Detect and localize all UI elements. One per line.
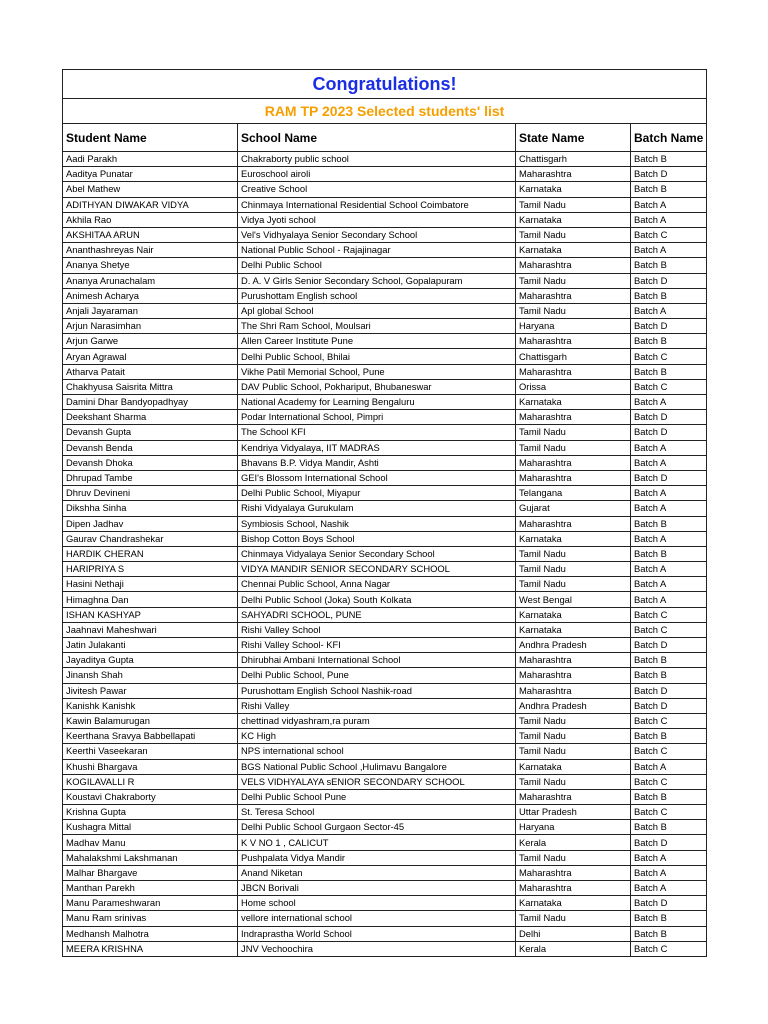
- state-name-cell: Tamil Nadu: [516, 197, 631, 212]
- state-name-cell: Haryana: [516, 319, 631, 334]
- batch-name-cell: Batch B: [631, 668, 707, 683]
- batch-name-cell: Batch A: [631, 850, 707, 865]
- state-name-cell: Orissa: [516, 379, 631, 394]
- batch-name-cell: Batch A: [631, 562, 707, 577]
- state-name-cell: Gujarat: [516, 501, 631, 516]
- student-name-cell: Mahalakshmi Lakshmanan: [63, 850, 238, 865]
- school-name-cell: Pushpalata Vidya Mandir: [238, 850, 516, 865]
- student-name-cell: ADITHYAN DIWAKAR VIDYA: [63, 197, 238, 212]
- school-name-cell: Allen Career Institute Pune: [238, 334, 516, 349]
- table-row: [63, 531, 707, 546]
- school-name-cell: Delhi Public School, Bhilai: [238, 349, 516, 364]
- school-name-cell: Chinmaya International Residential School Coimbatore: [238, 197, 516, 212]
- school-name-cell: Purushottam English School Nashik-road: [238, 683, 516, 698]
- student-name-cell: Ananthashreyas Nair: [63, 243, 238, 258]
- school-name-cell: vellore international school: [238, 911, 516, 926]
- table-row: [63, 653, 707, 668]
- student-name-cell: KOGILAVALLI R: [63, 774, 238, 789]
- state-name-cell: Tamil Nadu: [516, 425, 631, 440]
- student-name-cell: ISHAN KASHYAP: [63, 607, 238, 622]
- student-name-cell: AKSHITAA ARUN: [63, 227, 238, 242]
- school-name-cell: Euroschool airoli: [238, 167, 516, 182]
- school-name-cell: JBCN Borivali: [238, 881, 516, 896]
- student-name-cell: Arjun Garwe: [63, 334, 238, 349]
- table-row: [63, 896, 707, 911]
- table-row: [63, 364, 707, 379]
- student-name-cell: Krishna Gupta: [63, 805, 238, 820]
- school-name-cell: Dhirubhai Ambani International School: [238, 653, 516, 668]
- batch-name-cell: Batch A: [631, 440, 707, 455]
- school-name-cell: BGS National Public School ,Hulimavu Bangalore: [238, 759, 516, 774]
- table-row: [63, 440, 707, 455]
- school-name-cell: Home school: [238, 896, 516, 911]
- batch-name-cell: Batch A: [631, 243, 707, 258]
- table-row: [63, 881, 707, 896]
- state-name-cell: Tamil Nadu: [516, 227, 631, 242]
- school-name-cell: Symbiosis School, Nashik: [238, 516, 516, 531]
- batch-name-cell: Batch B: [631, 820, 707, 835]
- state-name-cell: Kerala: [516, 941, 631, 956]
- table-row: [63, 850, 707, 865]
- batch-name-cell: Batch B: [631, 911, 707, 926]
- state-name-cell: Telangana: [516, 486, 631, 501]
- state-name-cell: Uttar Pradesh: [516, 805, 631, 820]
- student-name-cell: HARIPRIYA S: [63, 562, 238, 577]
- state-name-cell: Maharashtra: [516, 516, 631, 531]
- state-name-cell: Karnataka: [516, 395, 631, 410]
- school-name-cell: Chakraborty public school: [238, 152, 516, 167]
- school-name-cell: Indraprastha World School: [238, 926, 516, 941]
- state-name-cell: Tamil Nadu: [516, 303, 631, 318]
- student-name-cell: Medhansh Malhotra: [63, 926, 238, 941]
- table-row: [63, 698, 707, 713]
- state-name-cell: Maharashtra: [516, 683, 631, 698]
- state-name-cell: Tamil Nadu: [516, 440, 631, 455]
- table-row: [63, 774, 707, 789]
- table-row: [63, 486, 707, 501]
- student-name-cell: Anjali Jayaraman: [63, 303, 238, 318]
- student-name-cell: Manu Ram srinivas: [63, 911, 238, 926]
- batch-name-cell: Batch B: [631, 546, 707, 561]
- student-name-cell: Aryan Agrawal: [63, 349, 238, 364]
- page-subtitle: RAM TP 2023 Selected students' list: [63, 99, 707, 124]
- state-name-cell: Maharashtra: [516, 668, 631, 683]
- batch-name-cell: Batch C: [631, 774, 707, 789]
- student-name-cell: Jatin Julakanti: [63, 638, 238, 653]
- state-name-cell: West Bengal: [516, 592, 631, 607]
- student-name-cell: Abel Mathew: [63, 182, 238, 197]
- school-name-cell: SAHYADRI SCHOOL, PUNE: [238, 607, 516, 622]
- student-name-cell: MEERA KRISHNA: [63, 941, 238, 956]
- table-row: [63, 835, 707, 850]
- table-row: [63, 592, 707, 607]
- school-name-cell: DAV Public School, Pokhariput, Bhubaneswar: [238, 379, 516, 394]
- column-header-student-name: Student Name: [63, 124, 238, 152]
- school-name-cell: K V NO 1 , CALICUT: [238, 835, 516, 850]
- batch-name-cell: Batch A: [631, 395, 707, 410]
- student-name-cell: Damini Dhar Bandyopadhyay: [63, 395, 238, 410]
- state-name-cell: Tamil Nadu: [516, 546, 631, 561]
- table-row: [63, 607, 707, 622]
- school-name-cell: Vikhe Patil Memorial School, Pune: [238, 364, 516, 379]
- school-name-cell: JNV Vechoochira: [238, 941, 516, 956]
- school-name-cell: Delhi Public School, Miyapur: [238, 486, 516, 501]
- batch-name-cell: Batch A: [631, 592, 707, 607]
- table-row: [63, 167, 707, 182]
- state-name-cell: Karnataka: [516, 759, 631, 774]
- state-name-cell: Tamil Nadu: [516, 774, 631, 789]
- table-row: [63, 303, 707, 318]
- batch-name-cell: Batch C: [631, 805, 707, 820]
- table-row: [63, 820, 707, 835]
- student-name-cell: Aaditya Punatar: [63, 167, 238, 182]
- batch-name-cell: Batch C: [631, 227, 707, 242]
- batch-name-cell: Batch C: [631, 713, 707, 728]
- table-row: [63, 182, 707, 197]
- school-name-cell: National Academy for Learning Bengaluru: [238, 395, 516, 410]
- student-name-cell: Atharva Patait: [63, 364, 238, 379]
- table-row: [63, 425, 707, 440]
- batch-name-cell: Batch A: [631, 865, 707, 880]
- table-row: [63, 683, 707, 698]
- state-name-cell: Maharashtra: [516, 881, 631, 896]
- page-title: Congratulations!: [63, 70, 707, 99]
- header-row: [63, 124, 707, 152]
- table-row: [63, 152, 707, 167]
- table-row: [63, 379, 707, 394]
- student-name-cell: Dhruv Devineni: [63, 486, 238, 501]
- batch-name-cell: Batch D: [631, 638, 707, 653]
- school-name-cell: The School KFI: [238, 425, 516, 440]
- table-row: [63, 638, 707, 653]
- table-row: [63, 395, 707, 410]
- table-row: [63, 577, 707, 592]
- student-name-cell: Keerthana Sravya Babbellapati: [63, 729, 238, 744]
- batch-name-cell: Batch A: [631, 501, 707, 516]
- state-name-cell: Haryana: [516, 820, 631, 835]
- table-row: [63, 789, 707, 804]
- table-row: [63, 668, 707, 683]
- batch-name-cell: Batch C: [631, 622, 707, 637]
- table-row: [63, 455, 707, 470]
- title-row: [63, 70, 707, 99]
- state-name-cell: Maharashtra: [516, 364, 631, 379]
- student-name-cell: Malhar Bhargave: [63, 865, 238, 880]
- batch-name-cell: Batch C: [631, 941, 707, 956]
- batch-name-cell: Batch A: [631, 212, 707, 227]
- batch-name-cell: Batch B: [631, 152, 707, 167]
- student-name-cell: Arjun Narasimhan: [63, 319, 238, 334]
- school-name-cell: Chinmaya Vidyalaya Senior Secondary School: [238, 546, 516, 561]
- table-row: [63, 941, 707, 956]
- student-name-cell: Devansh Benda: [63, 440, 238, 455]
- batch-name-cell: Batch A: [631, 486, 707, 501]
- state-name-cell: Maharashtra: [516, 410, 631, 425]
- school-name-cell: KC High: [238, 729, 516, 744]
- school-name-cell: Anand Niketan: [238, 865, 516, 880]
- state-name-cell: Maharashtra: [516, 167, 631, 182]
- school-name-cell: Bishop Cotton Boys School: [238, 531, 516, 546]
- student-name-cell: Kawin Balamurugan: [63, 713, 238, 728]
- table-body: [63, 152, 707, 957]
- batch-name-cell: Batch B: [631, 653, 707, 668]
- batch-name-cell: Batch C: [631, 607, 707, 622]
- table-row: [63, 212, 707, 227]
- batch-name-cell: Batch D: [631, 683, 707, 698]
- batch-name-cell: Batch A: [631, 197, 707, 212]
- table-row: [63, 243, 707, 258]
- school-name-cell: Bhavans B.P. Vidya Mandir, Ashti: [238, 455, 516, 470]
- state-name-cell: Tamil Nadu: [516, 577, 631, 592]
- students-table: [62, 69, 707, 957]
- batch-name-cell: Batch B: [631, 729, 707, 744]
- student-name-cell: Ananya Shetye: [63, 258, 238, 273]
- batch-name-cell: Batch D: [631, 410, 707, 425]
- batch-name-cell: Batch D: [631, 167, 707, 182]
- state-name-cell: Chattisgarh: [516, 152, 631, 167]
- school-name-cell: St. Teresa School: [238, 805, 516, 820]
- school-name-cell: VIDYA MANDIR SENIOR SECONDARY SCHOOL: [238, 562, 516, 577]
- school-name-cell: Apl global School: [238, 303, 516, 318]
- student-name-cell: Jivitesh Pawar: [63, 683, 238, 698]
- batch-name-cell: Batch D: [631, 698, 707, 713]
- school-name-cell: Delhi Public School, Pune: [238, 668, 516, 683]
- school-name-cell: Purushottam English school: [238, 288, 516, 303]
- school-name-cell: Delhi Public School: [238, 258, 516, 273]
- state-name-cell: Tamil Nadu: [516, 273, 631, 288]
- student-name-cell: Animesh Acharya: [63, 288, 238, 303]
- batch-name-cell: Batch D: [631, 425, 707, 440]
- column-header-school-name: School Name: [238, 124, 516, 152]
- student-name-cell: Devansh Gupta: [63, 425, 238, 440]
- student-name-cell: Manu Parameshwaran: [63, 896, 238, 911]
- batch-name-cell: Batch B: [631, 182, 707, 197]
- table-row: [63, 744, 707, 759]
- student-name-cell: HARDIK CHERAN: [63, 546, 238, 561]
- batch-name-cell: Batch D: [631, 470, 707, 485]
- state-name-cell: Karnataka: [516, 182, 631, 197]
- state-name-cell: Karnataka: [516, 607, 631, 622]
- school-name-cell: Rishi Valley School: [238, 622, 516, 637]
- batch-name-cell: Batch D: [631, 273, 707, 288]
- school-name-cell: GEI's Blossom International School: [238, 470, 516, 485]
- state-name-cell: Tamil Nadu: [516, 850, 631, 865]
- state-name-cell: Karnataka: [516, 622, 631, 637]
- state-name-cell: Karnataka: [516, 896, 631, 911]
- table-row: [63, 926, 707, 941]
- state-name-cell: Karnataka: [516, 531, 631, 546]
- table-row: [63, 546, 707, 561]
- table-row: [63, 334, 707, 349]
- state-name-cell: Kerala: [516, 835, 631, 850]
- student-name-cell: Keerthi Vaseekaran: [63, 744, 238, 759]
- batch-name-cell: Batch B: [631, 516, 707, 531]
- student-name-cell: Chakhyusa Saisrita Mittra: [63, 379, 238, 394]
- batch-name-cell: Batch A: [631, 759, 707, 774]
- school-name-cell: Vidya Jyoti school: [238, 212, 516, 227]
- table-row: [63, 470, 707, 485]
- state-name-cell: Karnataka: [516, 212, 631, 227]
- student-name-cell: Deekshant Sharma: [63, 410, 238, 425]
- school-name-cell: Chennai Public School, Anna Nagar: [238, 577, 516, 592]
- state-name-cell: Karnataka: [516, 243, 631, 258]
- batch-name-cell: Batch C: [631, 744, 707, 759]
- student-name-cell: Hasini Nethaji: [63, 577, 238, 592]
- student-name-cell: Aadi Parakh: [63, 152, 238, 167]
- batch-name-cell: Batch D: [631, 896, 707, 911]
- table-row: [63, 729, 707, 744]
- table-row: [63, 319, 707, 334]
- student-name-cell: Manthan Parekh: [63, 881, 238, 896]
- table-row: [63, 713, 707, 728]
- batch-name-cell: Batch B: [631, 258, 707, 273]
- batch-name-cell: Batch A: [631, 531, 707, 546]
- student-name-cell: Dipen Jadhav: [63, 516, 238, 531]
- state-name-cell: Andhra Pradesh: [516, 638, 631, 653]
- state-name-cell: Maharashtra: [516, 789, 631, 804]
- student-name-cell: Khushi Bhargava: [63, 759, 238, 774]
- table-row: [63, 622, 707, 637]
- school-name-cell: Delhi Public School (Joka) South Kolkata: [238, 592, 516, 607]
- student-name-cell: Dhrupad Tambe: [63, 470, 238, 485]
- student-name-cell: Himaghna Dan: [63, 592, 238, 607]
- batch-name-cell: Batch B: [631, 789, 707, 804]
- school-name-cell: Kendriya Vidyalaya, IIT MADRAS: [238, 440, 516, 455]
- batch-name-cell: Batch C: [631, 379, 707, 394]
- batch-name-cell: Batch B: [631, 926, 707, 941]
- student-name-cell: Devansh Dhoka: [63, 455, 238, 470]
- student-name-cell: Jayaditya Gupta: [63, 653, 238, 668]
- table-row: [63, 410, 707, 425]
- table-row: [63, 273, 707, 288]
- school-name-cell: Delhi Public School Pune: [238, 789, 516, 804]
- batch-name-cell: Batch B: [631, 364, 707, 379]
- batch-name-cell: Batch C: [631, 349, 707, 364]
- school-name-cell: Vel's Vidhyalaya Senior Secondary School: [238, 227, 516, 242]
- student-name-cell: Madhav Manu: [63, 835, 238, 850]
- school-name-cell: Rishi Valley: [238, 698, 516, 713]
- spreadsheet-sheet: [62, 69, 706, 957]
- student-name-cell: Dikshha Sinha: [63, 501, 238, 516]
- school-name-cell: The Shri Ram School, Moulsari: [238, 319, 516, 334]
- state-name-cell: Tamil Nadu: [516, 744, 631, 759]
- state-name-cell: Delhi: [516, 926, 631, 941]
- state-name-cell: Tamil Nadu: [516, 713, 631, 728]
- student-name-cell: Kanishk Kanishk: [63, 698, 238, 713]
- batch-name-cell: Batch D: [631, 319, 707, 334]
- state-name-cell: Tamil Nadu: [516, 911, 631, 926]
- student-name-cell: Koustavi Chakraborty: [63, 789, 238, 804]
- table-row: [63, 562, 707, 577]
- table-row: [63, 805, 707, 820]
- student-name-cell: Jaahnavi Maheshwari: [63, 622, 238, 637]
- batch-name-cell: Batch A: [631, 303, 707, 318]
- batch-name-cell: Batch D: [631, 835, 707, 850]
- column-header-state-name: State Name: [516, 124, 631, 152]
- school-name-cell: D. A. V Girls Senior Secondary School, Gopalapuram: [238, 273, 516, 288]
- school-name-cell: NPS international school: [238, 744, 516, 759]
- table-row: [63, 911, 707, 926]
- batch-name-cell: Batch B: [631, 288, 707, 303]
- student-name-cell: Gaurav Chandrashekar: [63, 531, 238, 546]
- subtitle-row: [63, 99, 707, 124]
- state-name-cell: Maharashtra: [516, 288, 631, 303]
- table-row: [63, 197, 707, 212]
- batch-name-cell: Batch A: [631, 455, 707, 470]
- batch-name-cell: Batch A: [631, 577, 707, 592]
- school-name-cell: chettinad vidyashram,ra puram: [238, 713, 516, 728]
- student-name-cell: Ananya Arunachalam: [63, 273, 238, 288]
- state-name-cell: Maharashtra: [516, 865, 631, 880]
- batch-name-cell: Batch A: [631, 881, 707, 896]
- school-name-cell: Rishi Vidyalaya Gurukulam: [238, 501, 516, 516]
- table-row: [63, 349, 707, 364]
- table-row: [63, 501, 707, 516]
- school-name-cell: Rishi Valley School- KFI: [238, 638, 516, 653]
- column-header-batch-name: Batch Name: [631, 124, 707, 152]
- table-row: [63, 865, 707, 880]
- table-row: [63, 258, 707, 273]
- student-name-cell: Kushagra Mittal: [63, 820, 238, 835]
- state-name-cell: Maharashtra: [516, 334, 631, 349]
- state-name-cell: Chattisgarh: [516, 349, 631, 364]
- state-name-cell: Andhra Pradesh: [516, 698, 631, 713]
- state-name-cell: Maharashtra: [516, 653, 631, 668]
- student-name-cell: Jinansh Shah: [63, 668, 238, 683]
- school-name-cell: VELS VIDHYALAYA sENIOR SECONDARY SCHOOL: [238, 774, 516, 789]
- state-name-cell: Maharashtra: [516, 258, 631, 273]
- table-row: [63, 227, 707, 242]
- batch-name-cell: Batch B: [631, 334, 707, 349]
- school-name-cell: National Public School - Rajajinagar: [238, 243, 516, 258]
- student-name-cell: Akhila Rao: [63, 212, 238, 227]
- school-name-cell: Creative School: [238, 182, 516, 197]
- state-name-cell: Maharashtra: [516, 455, 631, 470]
- state-name-cell: Tamil Nadu: [516, 729, 631, 744]
- table-row: [63, 759, 707, 774]
- state-name-cell: Tamil Nadu: [516, 562, 631, 577]
- table-row: [63, 288, 707, 303]
- school-name-cell: Podar International School, Pimpri: [238, 410, 516, 425]
- state-name-cell: Maharashtra: [516, 470, 631, 485]
- table-row: [63, 516, 707, 531]
- school-name-cell: Delhi Public School Gurgaon Sector-45: [238, 820, 516, 835]
